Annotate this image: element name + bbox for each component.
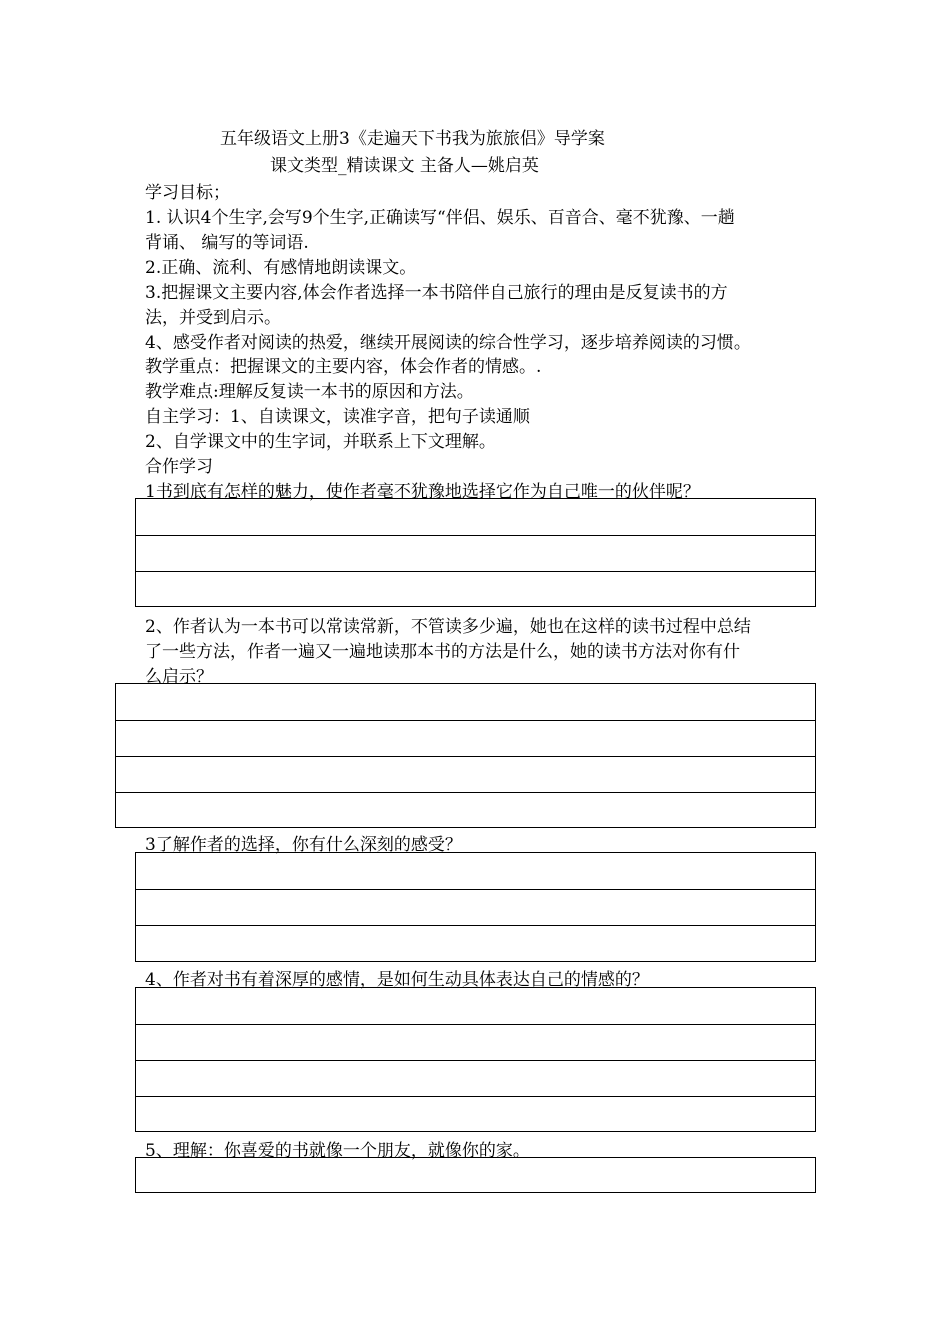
question-2-line-2: 了一些方法，作者一遍又一遍地读那本书的方法是什么，她的读书方法对你有什 (145, 642, 740, 662)
page-subtitle: 课文类型_精读课文 主备人—姚启英 (270, 156, 539, 176)
answer-row[interactable] (136, 925, 815, 961)
objective-4: 4、感受作者对阅读的热爱，继续开展阅读的综合性学习，逐步培养阅读的习惯。 (145, 333, 751, 353)
cooperative-heading: 合作学习 (145, 457, 213, 477)
answer-row[interactable] (136, 1096, 815, 1131)
answer-row[interactable] (136, 1060, 815, 1096)
objectives-heading: 学习目标； (145, 183, 230, 203)
question-2-line-1: 2、作者认为一本书可以常读常新，不管读多少遍，她也在这样的读书过程中总结 (145, 617, 751, 637)
question-2-line-3: 么启示？ (145, 667, 213, 687)
answer-row[interactable] (136, 571, 815, 606)
question-1: 1书到底有怎样的魅力，使作者毫不犹豫地选择它作为自己唯一的伙伴呢？ (145, 482, 700, 502)
answer-row[interactable] (136, 1158, 815, 1192)
answer-grid-3[interactable] (135, 852, 816, 962)
answer-grid-5[interactable] (135, 1157, 816, 1193)
answer-grid-1[interactable] (135, 498, 816, 607)
answer-row[interactable] (116, 684, 815, 720)
difficulty: 教学难点:理解反复读一本书的原因和方法。 (145, 382, 474, 402)
question-3: 3了解作者的选择，你有什么深刻的感受？ (145, 835, 462, 855)
objective-1-line-1: 1. 认识4个生字,会写9个生字,正确读写“伴侣、娱乐、百音合、毫不犹豫、一趟 (145, 208, 735, 228)
question-5: 5、理解：你喜爱的书就像一个朋友，就像你的家。 (145, 1141, 530, 1161)
answer-grid-4[interactable] (135, 987, 816, 1132)
objective-3-line-2: 法，并受到启示。 (145, 308, 281, 328)
answer-row[interactable] (136, 889, 815, 925)
answer-row[interactable] (136, 535, 815, 571)
answer-row[interactable] (136, 853, 815, 889)
page-title: 五年级语文上册3《走遍天下书我为旅旅侣》导学案 (220, 129, 605, 149)
answer-grid-2[interactable] (115, 683, 816, 828)
answer-row[interactable] (136, 988, 815, 1024)
answer-row[interactable] (136, 499, 815, 535)
objective-2: 2.正确、流利、有感情地朗读课文。 (145, 258, 417, 278)
answer-row[interactable] (136, 1024, 815, 1060)
objective-1-line-2: 背诵、 编写的等词语. (145, 233, 309, 253)
objective-3-line-1: 3.把握课文主要内容,体会作者选择一本书陪伴自己旅行的理由是反复读书的方 (145, 283, 728, 303)
key-point: 教学重点：把握课文的主要内容，体会作者的情感。. (145, 357, 542, 377)
self-study-2: 2、自学课文中的生字词，并联系上下文理解。 (145, 432, 496, 452)
self-study-1: 自主学习：1、自读课文，读准字音，把句子读通顺 (145, 407, 530, 427)
answer-row[interactable] (116, 720, 815, 756)
answer-row[interactable] (116, 792, 815, 827)
answer-row[interactable] (116, 756, 815, 792)
question-4: 4、作者对书有着深厚的感情，是如何生动具体表达自己的情感的？ (145, 970, 649, 990)
